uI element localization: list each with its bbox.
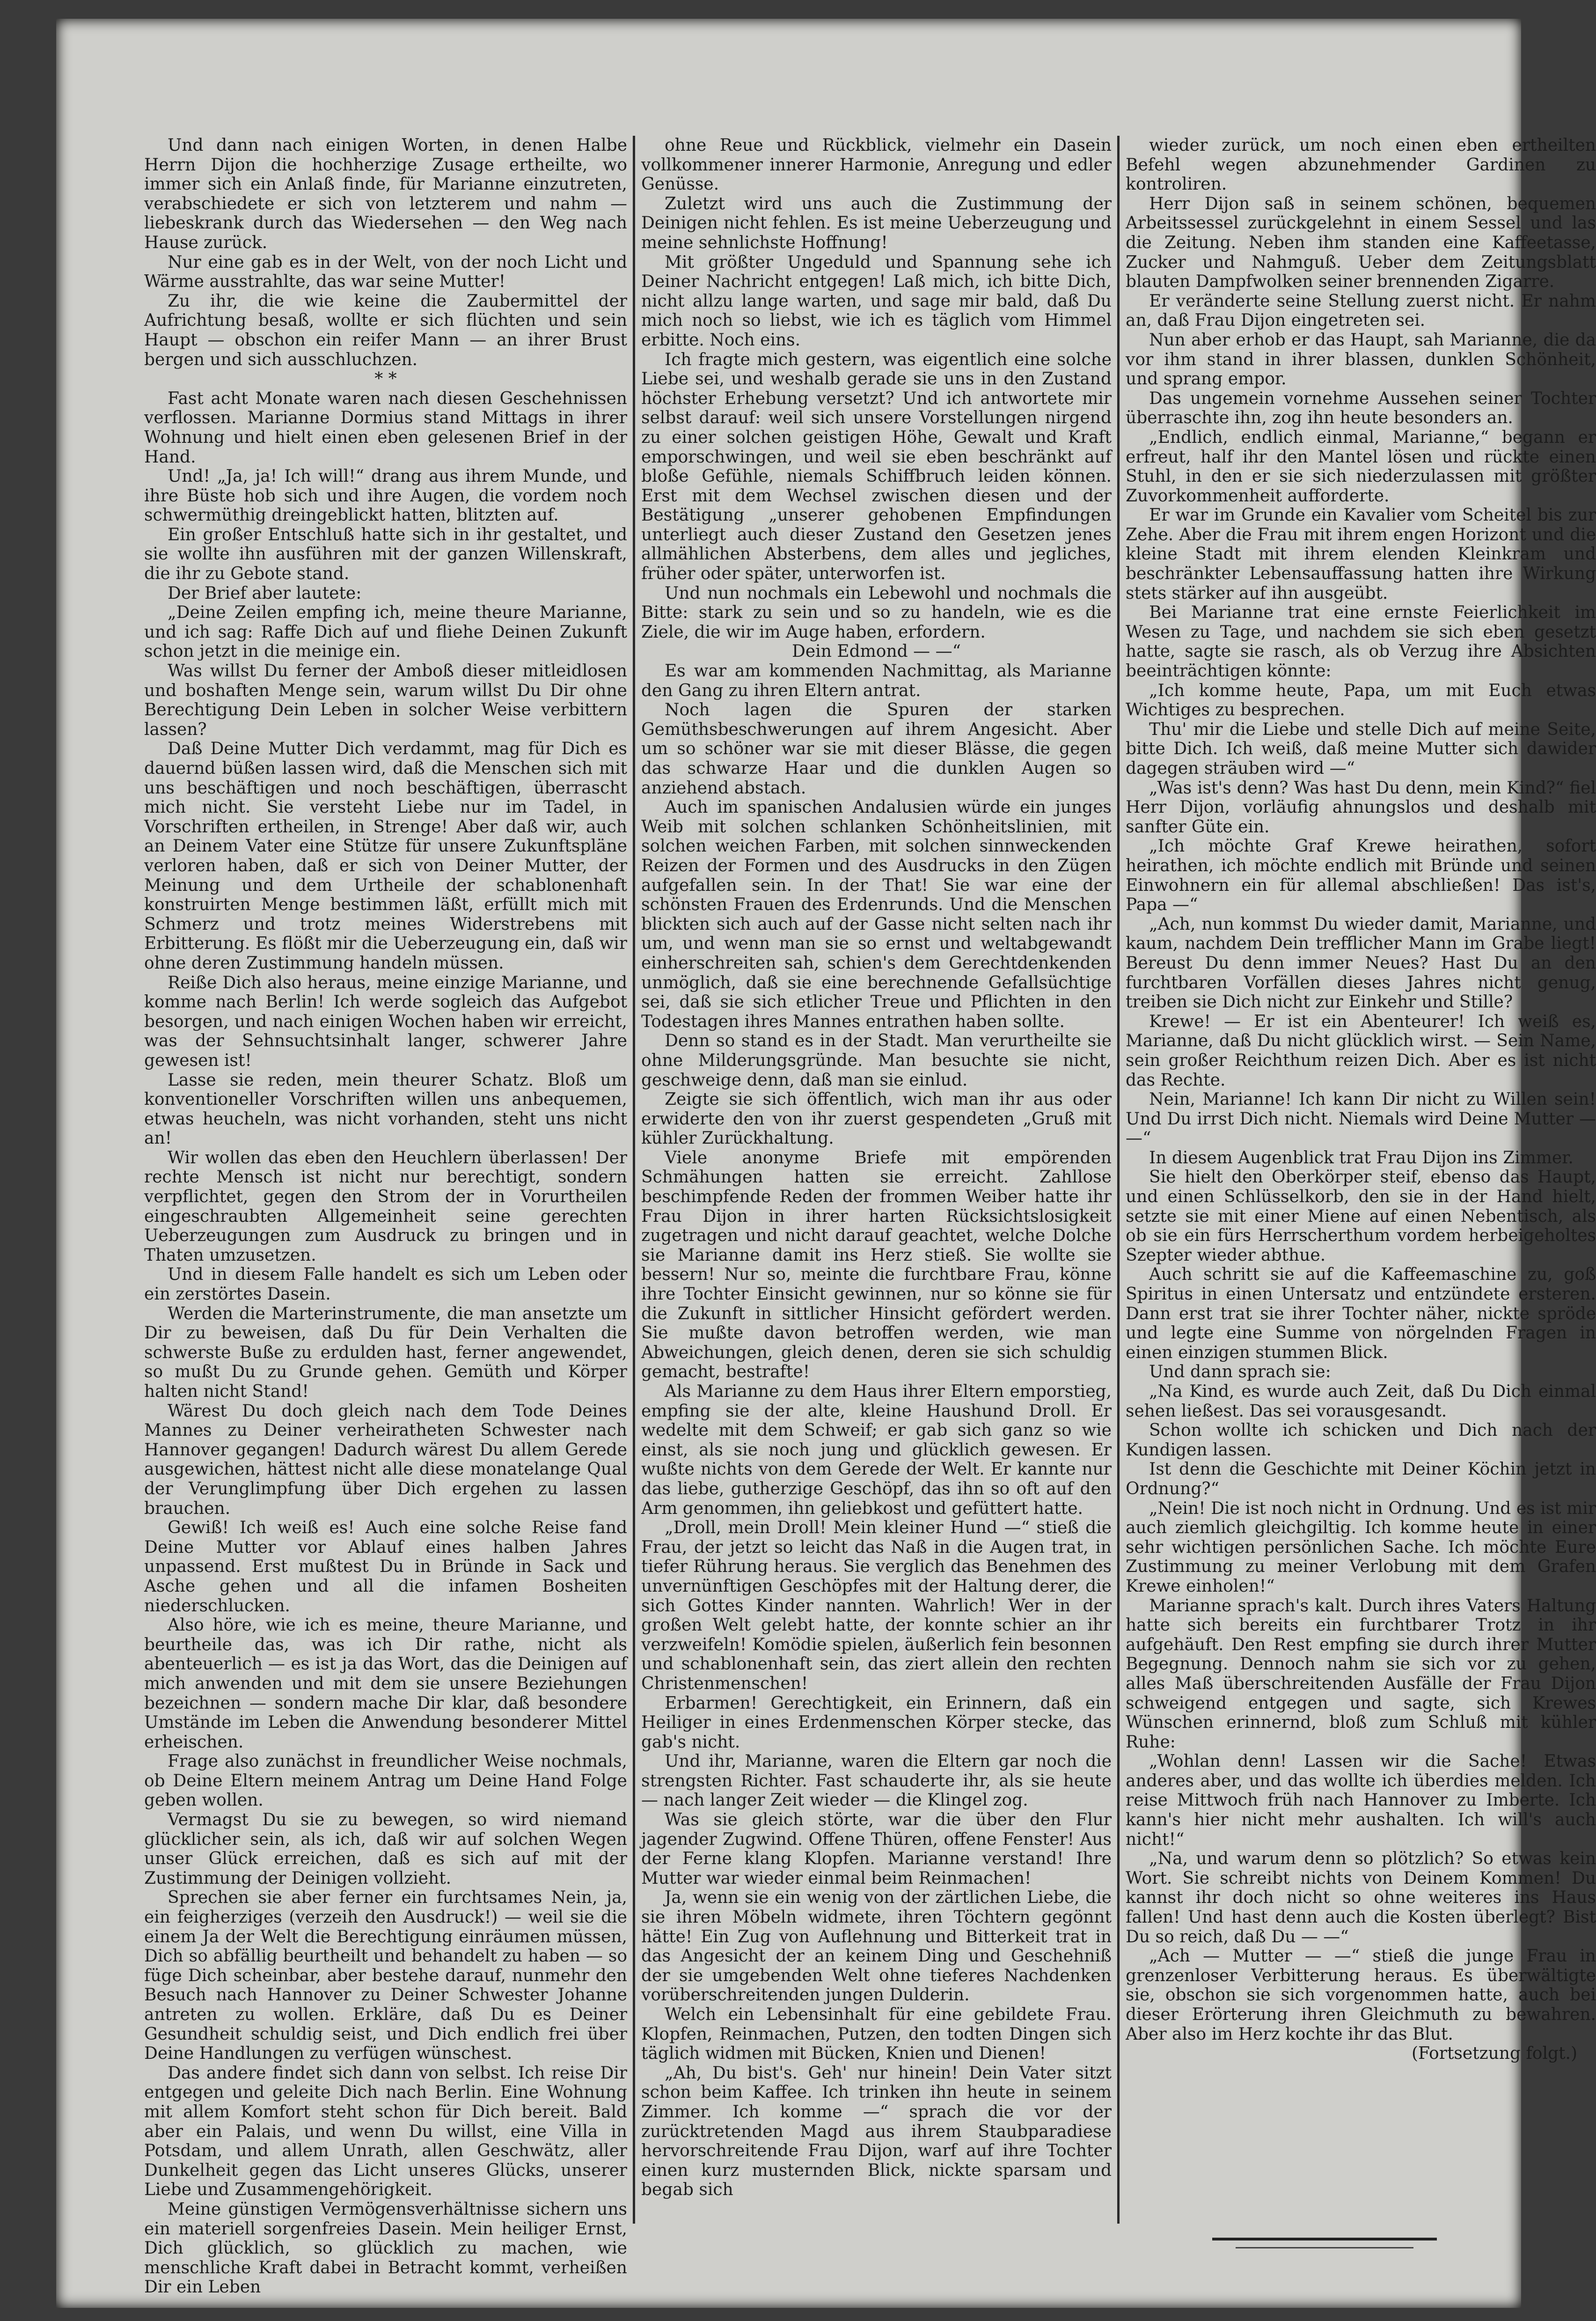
paragraph: Viele anonyme Briefe mit empörenden Schmähungen hatten sie erreicht. Zahllose beschimpfende Reden der frommen Weiber hatte ihr Frau Dijon in ihrer harten Rücksichtslosigkeit zugetragen und nicht darauf geachtet, welche Dolche sie Marianne damit ins Herz stieß. Sie wollte sie bessern! Nur so, meinte die furchtbare Frau, könne ihre Tochter Einsicht gewinnen, nur so könne sie für die Zukunft in sittlicher Hinsicht gefördert werden. Sie mußte davon betroffen werden, wie man Abweichungen, gleich denen, deren sie sich schuldig gemacht, bestrafte!: [641, 1148, 1112, 1382]
paragraph: „Ich möchte Graf Krewe heirathen, sofort heirathen, ich möchte endlich mit Bründe und seinen Einwohnern ein für allemal abschließen! Das ist's, Papa —“: [1126, 837, 1596, 915]
paragraph: Daß Deine Mutter Dich verdammt, mag für Dich es dauernd büßen lassen wird, daß die Menschen sich mit uns beschäftigen und noch beschäftigen, überrascht mich nicht. Sie versteht Liebe nur im Tadel, in Vorschriften ertheilen, in Strenge! Aber daß wir, auch an Deinem Vater eine Stütze für unsere Zukunftspläne verloren haben, daß er sich von Deiner Mutter, der Meinung und dem Urtheile der schablonenhaft konstruirten Menge bestimmen läßt, erfüllt mich mit Schmerz und trotz meines Widerstrebens mit Erbitterung. Es flößt mir die Ueberzeugung ein, daß wir ohne deren Zustimmung handeln müssen.: [144, 739, 627, 973]
paragraph: Er war im Grunde ein Kavalier vom Scheitel bis zur Zehe. Aber die Frau mit ihrem engen Horizont und die kleine Stadt mit ihrem elenden Kleinkram und beschränkter Lebensauffassung hatten ihre Wirkung stets stärker auf ihn ausgeübt.: [1126, 506, 1596, 603]
paragraph: „Deine Zeilen empfing ich, meine theure Marianne, und ich sag: Raffe Dich auf und fliehe Deinen Zukunft schon jetzt in die meinige ein.: [144, 603, 627, 661]
paragraph: Gewiß! Ich weiß es! Auch eine solche Reise fand Deine Mutter vor Ablauf eines halben Jahres unpassend. Erst mußtest Du in Bründe in Sack und Asche gehen und all die infamen Bosheiten niederschlucken.: [144, 1518, 627, 1616]
paragraph: Das andere findet sich dann von selbst. Ich reise Dir entgegen und geleite Dich nach Berlin. Eine Wohnung mit allem Komfort steht schon für Dich bereit. Bald aber ein Palais, und wenn Du willst, eine Villa in Potsdam, und allem Unrath, allen Geschwätz, aller Dunkelheit gegen das Licht unseres Glücks, unserer Liebe und Zusammengehörigkeit.: [144, 2063, 627, 2200]
paragraph: Und dann nach einigen Worten, in denen Halbe Herrn Dijon die hochherzige Zusage ertheilte, wo immer sich ein Anlaß finde, für Marianne einzutreten, verabschiedete er sich von letzterem und nahm — liebeskrank durch das Wiedersehen — den Weg nach Hause zurück.: [144, 136, 627, 252]
paragraph: Welch ein Lebensinhalt für eine gebildete Frau. Klopfen, Reinmachen, Putzen, den todten Dingen sich täglich widmen mit Bücken, Knien und Dienen!: [641, 2005, 1112, 2064]
paragraph: „Ach, nun kommst Du wieder damit, Marianne, und kaum, nachdem Dein trefflicher Mann im Grabe liegt! Bereust Du denn immer Neues? Hast Du an den furchtbaren Vorfällen dieses Jahres nicht genug, treiben sie Dich nicht zur Einkehr und Stille?: [1126, 914, 1596, 1012]
paragraph: Ich fragte mich gestern, was eigentlich eine solche Liebe sei, und weshalb gerade sie uns in den Zustand höchster Erhebung versetzt? Und ich antwortete mir selbst darauf: weil sich unsere Vorstellungen nirgend zu einer solchen geistigen Höhe, Gewalt und Kraft emporschwingen, und weil sie eben beschränkt auf bloße Gefühle, niemals Schiffbruch leiden können. Erst mit dem Wechsel zwischen diesen und der Bestätigung „unserer gehobenen Empfindungen unterliegt auch dieser Zustand den Gesetzen jenes allmählichen Absterbens, dem alles und jegliches, früher oder später, unterworfen ist.: [641, 350, 1112, 584]
paragraph: Ist denn die Geschichte mit Deiner Köchin jetzt in Ordnung?“: [1126, 1460, 1596, 1498]
paragraph: Nur eine gab es in der Welt, von der noch Licht und Wärme ausstrahlte, das war seine Mutter!: [144, 252, 627, 292]
paragraph: Nun aber erhob er das Haupt, sah Marianne, die da vor ihm stand in ihrer blassen, dunklen Schönheit, und sprang empor.: [1126, 330, 1596, 389]
paragraph: „Droll, mein Droll! Mein kleiner Hund —“ stieß die Frau, der jetzt so leicht das Naß in die Augen trat, in tiefer Rührung heraus. Sie verglich das Benehmen des unvernünftigen Geschöpfes mit der Haltung derer, die sich Gottes Kinder nannten. Wahrlich! Wer in der großen Welt gelebt hatte, der konnte schier an ihr verzweifeln! Komödie spielen, äußerlich fein besonnen und schablonenhaft sein, das ziert allein den rechten Christenmenschen!: [641, 1518, 1112, 1693]
paragraph: Und in diesem Falle handelt es sich um Leben oder ein zerstörtes Dasein.: [144, 1265, 627, 1304]
paragraph: In diesem Augenblick trat Frau Dijon ins Zimmer.: [1149, 1148, 1574, 1168]
paragraph: Ein großer Entschluß hatte sich in ihr gestaltet, und sie wollte ihn ausführen mit der ganzen Willenskraft, die ihr zu Gebote stand.: [144, 525, 627, 584]
paragraph: „Na, und warum denn so plötzlich? So etwas kein Wort. Sie schreibt nichts von Deinem Kommen! Du kannst ihr doch nicht so ohne weiteres ins Haus fallen! Und hast denn auch die Kosten überlegt? Bist Du so reich, daß Du — —“: [1126, 1849, 1596, 1946]
column-divider: [633, 136, 635, 2224]
paragraph: Bei Marianne trat eine ernste Feierlichkeit im Wesen zu Tage, und nachdem sie sich eben gesetzt hatte, sagte sie rasch, als ob Verzug ihre Absichten beeinträchtigen könnte:: [1126, 603, 1596, 681]
text-column-1: [144, 136, 627, 2297]
paragraph: Zeigte sie sich öffentlich, wich man ihr aus oder erwiderte den von ihr zuerst gespendeten „Gruß mit kühler Zurückhaltung.: [641, 1090, 1112, 1148]
paragraph: Erbarmen! Gerechtigkeit, ein Erinnern, daß ein Heiliger in eines Erdenmenschen Körper stecke, das gab's nicht.: [641, 1693, 1112, 1752]
paragraph: (Fortsetzung folgt.): [1412, 2044, 1577, 2064]
paragraph: Als Marianne zu dem Haus ihrer Eltern emporstieg, empfing sie der alte, kleine Haushund Droll. Er wedelte mit dem Schweif; er gab sich ganz so wie einst, als sie noch jung und glücklich gewesen. Er wußte nichts von dem Gerede der Welt. Er kannte nur das liebe, gutherzige Geschöpf, das ihn so oft auf den Arm genommen, ihn geliebkost und gefüttert hatte.: [641, 1382, 1112, 1518]
paragraph: ohne Reue und Rückblick, vielmehr ein Dasein vollkommener innerer Harmonie, Anregung und edler Genüsse.: [641, 136, 1112, 194]
paragraph: Noch lagen die Spuren der starken Gemüthsbeschwerungen auf ihrem Angesicht. Aber um so schöner war sie mit dieser Blässe, die gegen das schwarze Haar und die dunklen Augen so anziehend abstach.: [641, 700, 1112, 798]
paragraph: „Ach — Mutter — —“ stieß die junge Frau in grenzenloser Verbitterung heraus. Es überwältigte sie, obschon sie sich vorgenommen hatte, auch bei dieser Erörterung ihren Gleichmuth zu bewahren. Aber also im Herz kochte ihr das Blut.: [1126, 1946, 1596, 2044]
paragraph: Wir wollen das eben den Heuchlern überlassen! Der rechte Mensch ist nicht nur berechtigt, sondern verpflichtet, gegen den Strom der in Vorurtheilen eingeschraubten Allgemeinheit seine gerechten Ueberzeugungen zum Ausdruck zu bringen und in Thaten umzusetzen.: [144, 1148, 627, 1265]
paragraph: Und nun nochmals ein Lebewohl und nochmals die Bitte: stark zu sein und so zu handeln, wie es die Ziele, die wir im Auge haben, erfordern.: [641, 583, 1112, 642]
paragraph: Zu ihr, die wie keine die Zaubermittel der Aufrichtung besaß, wollte er sich flüchten und sein Haupt — obschon ein reifer Mann — an ihrer Brust bergen und sich ausschluchzen.: [144, 291, 627, 369]
paragraph: wieder zurück, um noch einen eben ertheilten Befehl wegen abzunehmender Gardinen zu kontroliren.: [1126, 136, 1596, 194]
newspaper-page: [56, 19, 1596, 2308]
paragraph: Der Brief aber lautete:: [168, 583, 362, 603]
paragraph: Zuletzt wird uns auch die Zustimmung der Deinigen nicht fehlen. Es ist meine Ueberzeugung und meine sehnlichste Hoffnung!: [641, 194, 1112, 252]
paragraph: „Was ist's denn? Was hast Du denn, mein Kind?“ fiel Herr Dijon, vorläufig ahnungslos und deshalb mit sanfter Güte ein.: [1126, 778, 1596, 837]
paragraph: Herr Dijon saß in seinem schönen, bequemen Arbeitssessel zurückgelehnt in einem Sessel und las die Zeitung. Neben ihm standen eine Kaffeetasse, Zucker und Nahmguß. Ueber dem Zeitungsblatt blauten Dampfwolken seiner brennenden Zigarre.: [1126, 194, 1596, 292]
text-column-2: [641, 136, 1112, 2214]
paragraph: Schon wollte ich schicken und Dich nach der Kundigen lassen.: [1126, 1421, 1596, 1460]
paragraph: Ja, wenn sie ein wenig von der zärtlichen Liebe, die sie ihren Möbeln widmete, ihren Töchtern gegönnt hätte! Ein Zug von Auflehnung und Bitterkeit trat in das Angesicht der an keinem Ding und Geschehniß der sie umgebenden Welt ohne tieferes Nachdenken vorüberschreitenden jungen Dulderin.: [641, 1888, 1112, 2005]
paragraph: Mit größter Ungeduld und Spannung sehe ich Deiner Nachricht entgegen! Laß mich, ich bitte Dich, nicht allzu lange warten, und sage mir bald, daß Du mich noch so liebst, wie ich es täglich vom Himmel erbitte. Noch eins.: [641, 252, 1112, 350]
paragraph: Was sie gleich störte, war die über den Flur jagender Zugwind. Offene Thüren, offene Fenster! Aus der Ferne klang Klopfen. Marianne verstand! Ihre Mutter war wieder einmal beim Reinmachen!: [641, 1810, 1112, 1888]
paragraph: * *: [374, 369, 397, 389]
paragraph: Vermagst Du sie zu bewegen, so wird niemand glücklicher sein, als ich, daß wir auf solchen Wegen unser Glück erreichen, daß es sich auf mit der Zustimmung der Deinigen vollzieht.: [144, 1810, 627, 1888]
paragraph: „Wohlan denn! Lassen wir die Sache! Etwas anderes aber, und das wollte ich überdies melden. Ich reise Mittwoch früh nach Hannover zu Imberte. Ich kann's hier nicht mehr aushalten. Ich will's auch nicht!“: [1126, 1752, 1596, 1849]
paragraph: Marianne sprach's kalt. Durch ihres Vaters Haltung hatte sich bereits ein furchtbarer Trotz in ihr aufgehäuft. Den Rest empfing sie durch ihrer Mutter Begegnung. Dennoch nahm sie sich vor zu gehen, alles Maß überschreitenden Ausfälle der Frau Dijon schweigend entgegen und sagte, sich Krewes Wünschen erinnernd, bloß zum Schluß mit kühler Ruhe:: [1126, 1596, 1596, 1752]
paragraph: Fast acht Monate waren nach diesen Geschehnissen verflossen. Marianne Dormius stand Mittags in ihrer Wohnung und hielt einen eben gelesenen Brief in der Hand.: [144, 389, 627, 467]
paragraph: „Ich komme heute, Papa, um mit Euch etwas Wichtiges zu besprechen.: [1126, 681, 1596, 720]
paragraph: Krewe! — Er ist ein Abenteurer! Ich weiß es, Marianne, daß Du nicht glücklich wirst. — Sein Name, sein großer Reichthum reizen Dich. Aber es ist nicht das Rechte.: [1126, 1012, 1596, 1090]
paragraph: Denn so stand es in der Stadt. Man verurtheilte sie ohne Milderungsgründe. Man besuchte sie nicht, geschweige denn, daß man sie einlud.: [641, 1031, 1112, 1090]
paragraph: „Na Kind, es wurde auch Zeit, daß Du Dich einmal sehen ließest. Das sei vorausgesandt.: [1126, 1382, 1596, 1421]
paragraph: Nein, Marianne! Ich kann Dir nicht zu Willen sein! Und Du irrst Dich nicht. Niemals wird Deine Mutter — —“: [1126, 1090, 1596, 1148]
paragraph: Und ihr, Marianne, waren die Eltern gar noch die strengsten Richter. Fast schauderte ihr, als sie heute — nach langer Zeit wieder — die Klingel zog.: [641, 1752, 1112, 1810]
paragraph: Und dann sprach sie:: [1149, 1362, 1331, 1382]
paragraph: Dein Edmond — —“: [792, 642, 961, 661]
column-divider: [1117, 136, 1120, 2224]
paragraph: Lasse sie reden, mein theurer Schatz. Bloß um konventioneller Vorschriften willen uns anbequemen, etwas heucheln, was nicht vorhanden, steht uns nicht an!: [144, 1070, 627, 1148]
paragraph: Reiße Dich also heraus, meine einzige Marianne, und komme nach Berlin! Ich werde sogleich das Aufgebot besorgen, und nach einigen Wochen haben wir erreicht, was der Sehnsuchtsinhalt langer, schwerer Jahre gewesen ist!: [144, 973, 627, 1070]
end-rule: [1212, 2238, 1437, 2240]
paragraph: „Nein! Die ist noch nicht in Ordnung. Und es ist mir auch ziemlich gleichgiltig. Ich komme heute in einer sehr wichtigen persönlichen Sache. Ich möchte Eure Zustimmung zu meiner Verlobung mit dem Grafen Krewe einholen!“: [1126, 1498, 1596, 1596]
paragraph: Frage also zunächst in freundlicher Weise nochmals, ob Deine Eltern meinem Antrag um Deine Hand Folge geben wollen.: [144, 1752, 627, 1810]
paragraph: Und! „Ja, ja! Ich will!“ drang aus ihrem Munde, und ihre Büste hob sich und ihre Augen, die vordem noch schwermüthig dreingeblickt hatten, blitzten auf.: [144, 467, 627, 525]
paragraph: Auch schritt sie auf die Kaffeemaschine zu, goß Spiritus in einen Untersatz und entzündete ersteren. Dann erst trat sie ihrer Tochter näher, nickte spröde und legte eine Summe von nörgelnden Fragen in einen einzigen stummen Blick.: [1126, 1265, 1596, 1362]
paragraph: Auch im spanischen Andalusien würde ein junges Weib mit solchen schlanken Schönheitslinien, mit solchen weichen Farben, mit solchen sinnweckenden Reizen der Formen und des Ausdrucks in den Zügen aufgefallen sein. In der That! Sie war eine der schönsten Frauen des Erdenrunds. Und die Menschen blickten sich auch auf der Gasse nicht selten nach ihr um, und wenn man sie so ernst und weltabgewandt einherschreiten sah, schien's dem Gerechtdenkenden unmöglich, daß sie eine berechnende Gefallsüchtige sei, daß sie sich etlicher Treue und Pflichten in den Todestagen ihres Mannes entrathen haben sollte.: [641, 798, 1112, 1031]
paragraph: Werden die Marterinstrumente, die man ansetzte um Dir zu beweisen, daß Du für Dein Verhalten die schwerste Buße zu erdulden hast, ferner angewendet, so mußt Du zu Grunde gehen. Gemüth und Körper halten nicht Stand!: [144, 1304, 627, 1401]
paragraph: „Ah, Du bist's. Geh' nur hinein! Dein Vater sitzt schon beim Kaffee. Ich trinken ihn heute in seinem Zimmer. Ich komme —“ sprach die vor der zurücktretenden Magd aus ihrem Staubparadiese hervorschreitende Frau Dijon, warf auf ihre Tochter einen kurz musternden Blick, nickte sparsam und begab sich: [641, 2063, 1112, 2200]
paragraph: Er veränderte seine Stellung zuerst nicht. Er nahm an, daß Frau Dijon eingetreten sei.: [1126, 291, 1596, 331]
end-rule: [1236, 2247, 1413, 2248]
text-column-3: [1126, 136, 1596, 2214]
paragraph: Thu' mir die Liebe und stelle Dich auf meine Seite, bitte Dich. Ich weiß, daß meine Mutter sich dawider dagegen sträuben wird —“: [1126, 720, 1596, 778]
paragraph: Wärest Du doch gleich nach dem Tode Deines Mannes zu Deiner verheiratheten Schwester nach Hannover gegangen! Dadurch wärest Du allem Gerede ausgewichen, hättest nicht alle diese monatelange Qual der Verunglimpfung über Dich ergehen zu lassen brauchen.: [144, 1401, 627, 1518]
paragraph: Das ungemein vornehme Aussehen seiner Tochter überraschte ihn, zog ihn heute besonders an.: [1126, 389, 1596, 428]
paragraph: Sie hielt den Oberkörper steif, ebenso das Haupt, und einen Schlüsselkorb, den sie in der Hand hielt, setzte sie mit einer Miene auf einen Nebentisch, als ob sie ein fürs Herrscherthum vordem herbeigeholtes Szepter wieder abthue.: [1126, 1168, 1596, 1265]
paragraph: Also höre, wie ich es meine, theure Marianne, und beurtheile das, was ich Dir rathe, nicht als abenteuerlich — es ist ja das Wort, das die Deinigen auf mich anwenden und mit dem sie unsere Beziehungen bezeichnen — sondern mache Dir klar, daß besondere Umstände im Leben die Anwendung besonderer Mittel erheischen.: [144, 1616, 627, 1752]
paragraph: Was willst Du ferner der Amboß dieser mitleidlosen und boshaften Menge sein, warum willst Du Dir ohne Berechtigung Dein Leben in solcher Weise verbittern lassen?: [144, 661, 627, 739]
paragraph: Sprechen sie aber ferner ein furchtsames Nein, ja, ein feigherziges (verzeih den Ausdruck!) — weil sie die einem Ja der Welt die Berechtigung einräumen müssen, Dich so abfällig beurtheilt und behandelt zu haben — so füge Dich scheinbar, aber bestehe darauf, nunmehr den Besuch nach Hannover zu Deiner Schwester Johanne antreten zu wollen. Erkläre, daß Du es Deiner Gesundheit schuldig seist, und Dich endlich frei über Deine Handlungen zu verfügen wünschest.: [144, 1888, 627, 2064]
paragraph: Meine günstigen Vermögensverhältnisse sichern uns ein materiell sorgenfreies Dasein. Mein heiliger Ernst, Dich glücklich, so glücklich zu machen, wie menschliche Kraft dabei in Betracht kommt, verheißen Dir ein Leben: [144, 2199, 627, 2297]
paragraph: Es war am kommenden Nachmittag, als Marianne den Gang zu ihren Eltern antrat.: [641, 661, 1112, 700]
paragraph: „Endlich, endlich einmal, Marianne,“ begann er erfreut, half ihr den Mantel lösen und rückte einen Stuhl, in den er sie sich niederzulassen mit größter Zuvorkommenheit aufforderte.: [1126, 427, 1596, 506]
